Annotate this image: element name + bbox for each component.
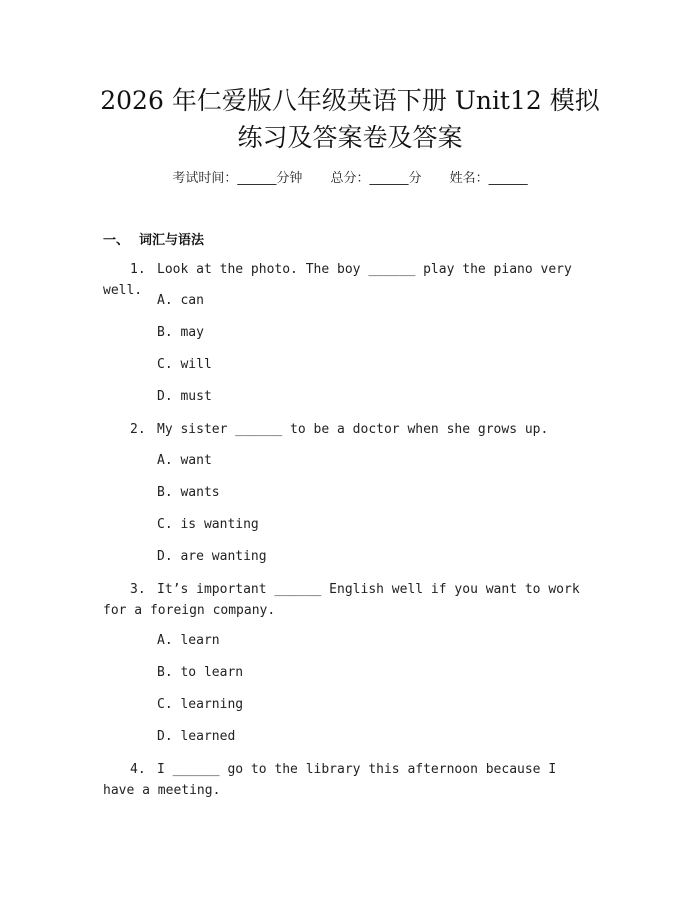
option-1a: A. can bbox=[157, 293, 204, 308]
question-number: 2. bbox=[130, 422, 146, 437]
option-3d: D. learned bbox=[157, 729, 236, 744]
question-text: I ______ go to the library this afternoon because I have a meeting. bbox=[103, 762, 557, 798]
question-2 bbox=[103, 419, 583, 440]
exam-score-field: 总分：______分 bbox=[330, 171, 422, 186]
exam-time-field: 考试时间：______分钟 bbox=[172, 171, 303, 186]
option-2c: C. is wanting bbox=[157, 517, 259, 532]
option-2b: B. wants bbox=[157, 485, 220, 500]
document-title-line-1: 2026 年仁爱版八年级英语下册 Unit12 模拟 bbox=[100, 86, 600, 115]
option-3a: A. learn bbox=[157, 633, 220, 648]
section-heading bbox=[103, 229, 204, 248]
option-1d: D. must bbox=[157, 389, 212, 404]
question-text: My sister ______ to be a doctor when she grows up. bbox=[157, 422, 549, 437]
question-number: 3. bbox=[130, 582, 146, 597]
question-3 bbox=[103, 579, 583, 621]
document-title-line-2: 练习及答案卷及答案 bbox=[237, 123, 463, 152]
option-1c: C. will bbox=[157, 357, 212, 372]
option-1b: B. may bbox=[157, 325, 204, 340]
question-4 bbox=[103, 759, 583, 801]
option-3b: B. to learn bbox=[157, 665, 244, 680]
question-number: 4. bbox=[130, 762, 146, 777]
section-name: 词汇与语法 bbox=[139, 233, 205, 248]
option-3c: C. learning bbox=[157, 697, 244, 712]
exam-info-row bbox=[0, 167, 700, 186]
question-text: It’s important ______ English well if you want to work for a foreign company. bbox=[103, 582, 580, 618]
section-number: 一、 bbox=[103, 233, 130, 248]
question-text: Look at the photo. The boy ______ play the piano very well. bbox=[103, 262, 572, 298]
question-number: 1. bbox=[130, 262, 146, 277]
option-2d: D. are wanting bbox=[157, 549, 267, 564]
exam-name-field: 姓名：______ bbox=[449, 171, 528, 186]
option-2a: A. want bbox=[157, 453, 212, 468]
